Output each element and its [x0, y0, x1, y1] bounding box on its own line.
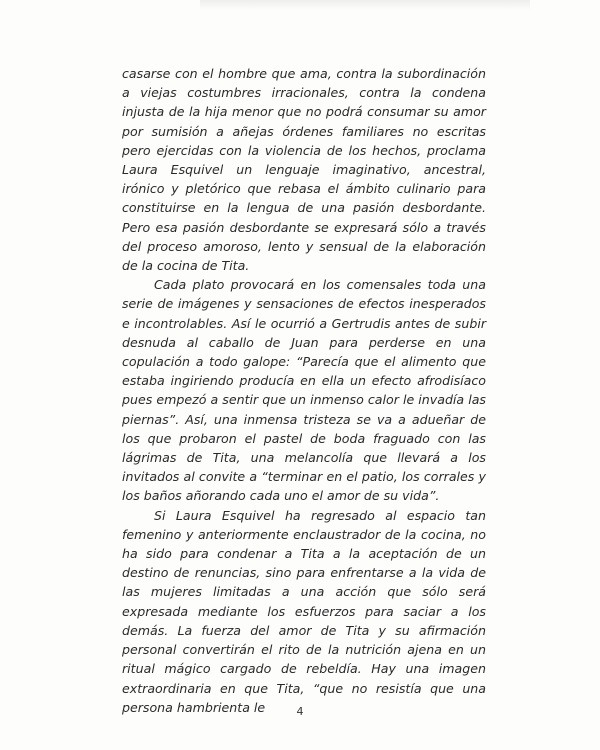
scan-artifact [200, 0, 530, 10]
paragraph-2: Cada plato provocará en los comensales toda una serie de imágenes y sensaciones de efectos inesperados e incontrolables. Así le ocurrió a Gertrudis antes de subir desnuda al caballo de Juan para perderse en una copulación a todo galope: “Parecía que el alimento que estaba ingiriendo producía en ella un efecto afrodisíaco pues empezó a sentir que un inmenso calor le invadía las piernas”. Así, una inmensa tristeza se va a adueñar de los que probaron el pastel de boda fraguado con las lágrimas de Tita, una melancolía que llevará a los invitados al convite a “terminar en el patio, los corrales y los baños añorando cada uno el amor de su vida”. [122, 277, 486, 504]
page-number: 4 [296, 705, 304, 718]
paragraph-3: Si Laura Esquivel ha regresado al espacio tan femenino y anteriormente enclaustrador de la cocina, no ha sido para condenar a Tita a la aceptación de un destino de renuncias, sino para enfrentarse a la vida de las mujeres limitadas a una acción que sólo será expresada mediante los esfuerzos para saciar a los demás. La fuerza del amor de Tita y su afirmación personal convertirán el rito de la nutrición ajena en un ritual mágico cargado de rebeldía. Hay una imagen extraordinaria en que Tita, “que no resistía que una persona hambrienta le [122, 507, 486, 715]
body-text [122, 64, 486, 717]
paragraph-1: casarse con el hombre que ama, contra la subordinación a viejas costumbres irracionales, contra la condena injusta de la hija menor que no podrá consumar su amor por sumisión a añejas órdenes familiares no escritas pero ejercidas con la violencia de los hechos, proclama Laura Esquivel un lenguaje imaginativo, ancestral, irónico y pletórico que rebasa el ámbito culinario para constituirse en la lengua de una pasión desbordante. Pero esa pasión desbordante se expresará sólo a través del proceso amoroso, lento y sensual de la elaboración de la cocina de Tita. [122, 66, 486, 274]
